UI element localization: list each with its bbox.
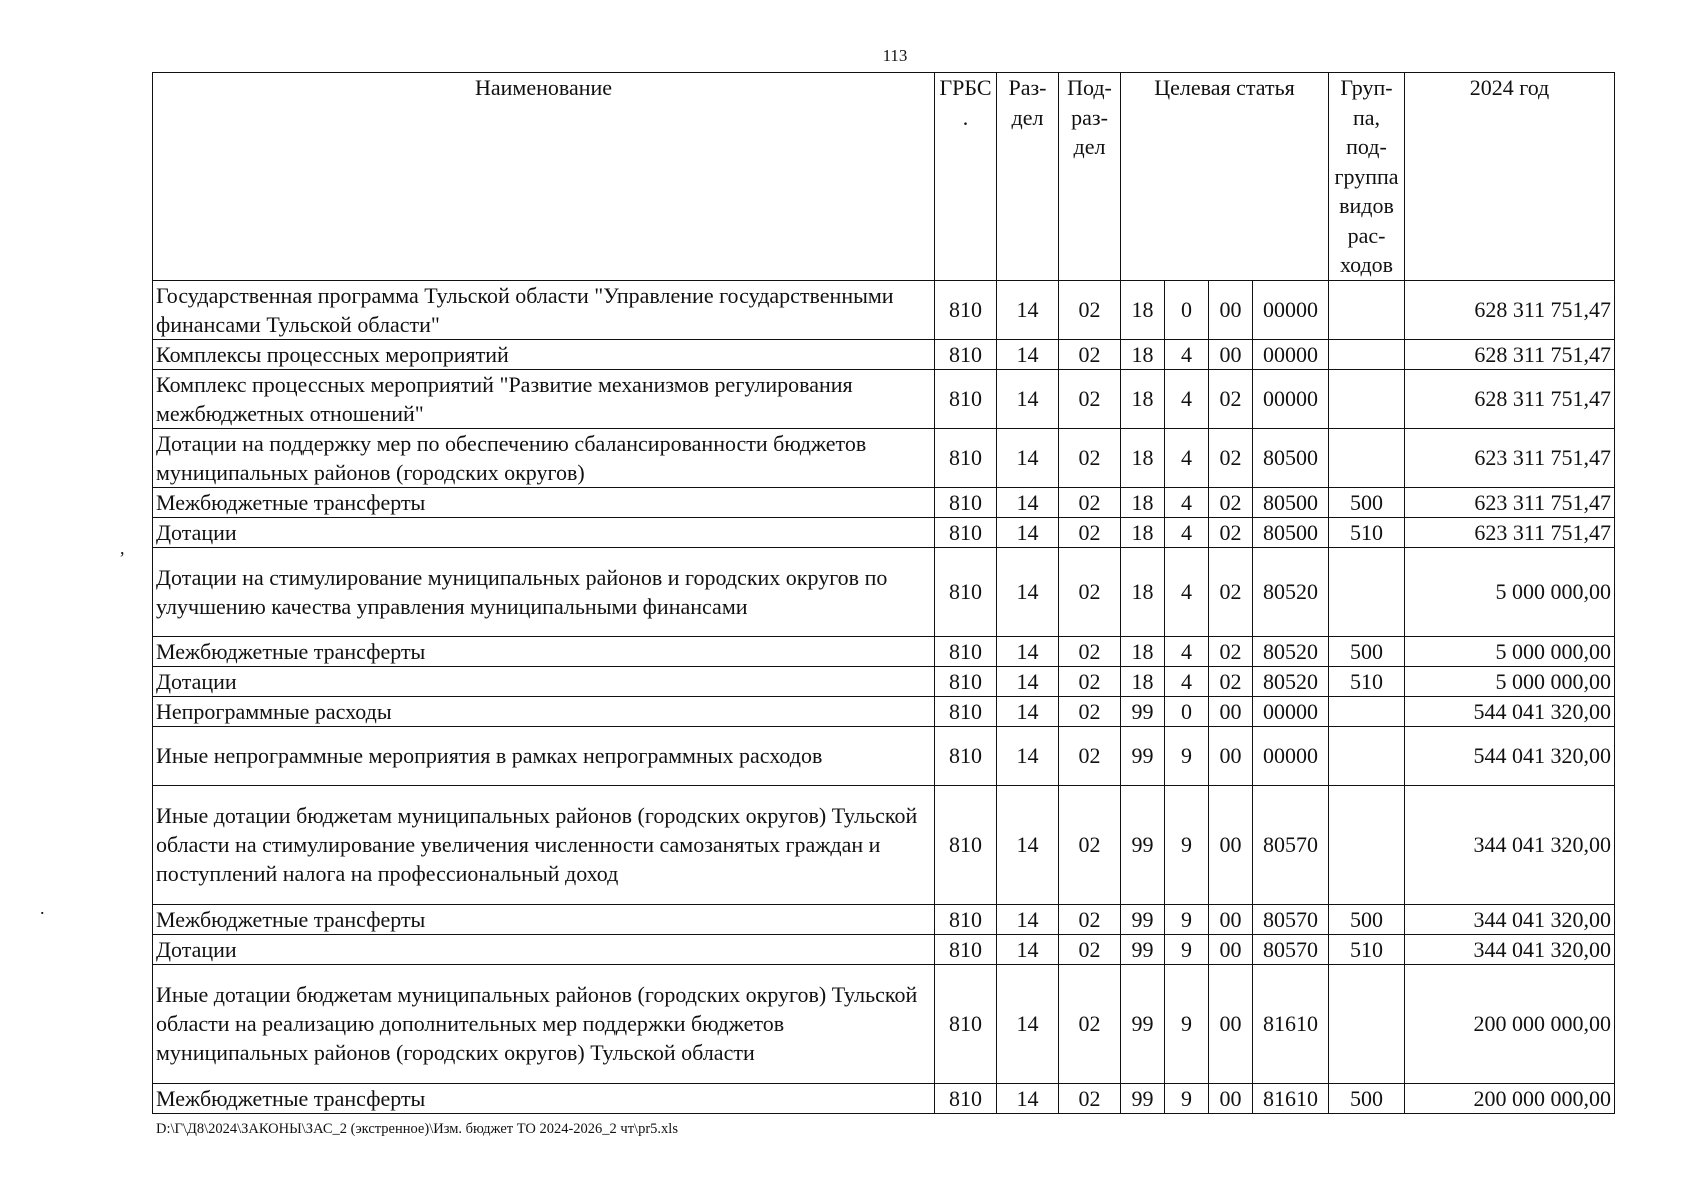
- row-target-2: 4: [1165, 369, 1209, 428]
- row-grbs: 810: [935, 666, 997, 696]
- row-target-3: 00: [1209, 785, 1253, 904]
- row-target-1: 99: [1121, 696, 1165, 726]
- scan-mark: ,: [120, 538, 125, 558]
- table-row: [153, 428, 1615, 487]
- row-name: Иные дотации бюджетам муниципальных районов (городских округов) Тульской области на стимулирование увеличения численности самозанятых граждан и поступлений налога на профессиональный доход: [153, 785, 935, 904]
- row-name: Межбюджетные трансферты: [153, 636, 935, 666]
- row-amount: 623 311 751,47: [1405, 428, 1615, 487]
- row-target-2: 9: [1165, 904, 1209, 934]
- row-target-2: 4: [1165, 636, 1209, 666]
- row-target-2: 4: [1165, 487, 1209, 517]
- row-target-3: 00: [1209, 696, 1253, 726]
- row-razdel: 14: [997, 517, 1059, 547]
- row-target-4: 80570: [1253, 785, 1329, 904]
- row-target-1: 99: [1121, 785, 1165, 904]
- row-group: [1329, 964, 1405, 1083]
- row-name: Иные непрограммные мероприятия в рамках непрограммных расходов: [153, 726, 935, 785]
- header-group: Груп- па, под- группа видов рас- ходов: [1329, 73, 1405, 281]
- row-amount: 628 311 751,47: [1405, 369, 1615, 428]
- row-target-4: 80570: [1253, 934, 1329, 964]
- row-razdel: 14: [997, 280, 1059, 339]
- row-group: [1329, 726, 1405, 785]
- row-grbs: 810: [935, 964, 997, 1083]
- row-target-1: 18: [1121, 487, 1165, 517]
- row-razdel: 14: [997, 369, 1059, 428]
- row-target-4: 80520: [1253, 666, 1329, 696]
- table-row: [153, 696, 1615, 726]
- row-podrazdel: 02: [1059, 517, 1121, 547]
- row-razdel: 14: [997, 904, 1059, 934]
- row-podrazdel: 02: [1059, 369, 1121, 428]
- row-podrazdel: 02: [1059, 1083, 1121, 1113]
- row-name: Межбюджетные трансферты: [153, 487, 935, 517]
- row-podrazdel: 02: [1059, 547, 1121, 636]
- row-target-4: 00000: [1253, 726, 1329, 785]
- row-target-1: 99: [1121, 964, 1165, 1083]
- row-target-2: 0: [1165, 696, 1209, 726]
- row-razdel: 14: [997, 636, 1059, 666]
- row-podrazdel: 02: [1059, 666, 1121, 696]
- row-name: Комплексы процессных мероприятий: [153, 339, 935, 369]
- row-target-2: 4: [1165, 428, 1209, 487]
- row-razdel: 14: [997, 666, 1059, 696]
- row-target-3: 02: [1209, 428, 1253, 487]
- row-target-2: 9: [1165, 785, 1209, 904]
- row-podrazdel: 02: [1059, 487, 1121, 517]
- row-group: [1329, 428, 1405, 487]
- table-row: [153, 487, 1615, 517]
- row-target-2: 0: [1165, 280, 1209, 339]
- row-target-1: 18: [1121, 369, 1165, 428]
- row-name: Дотации на поддержку мер по обеспечению сбалансированности бюджетов муниципальных районов (городских округов): [153, 428, 935, 487]
- row-razdel: 14: [997, 934, 1059, 964]
- header-name: Наименование: [153, 73, 935, 281]
- row-target-1: 18: [1121, 547, 1165, 636]
- row-podrazdel: 02: [1059, 428, 1121, 487]
- row-target-3: 02: [1209, 369, 1253, 428]
- row-target-4: 80500: [1253, 487, 1329, 517]
- row-target-4: 81610: [1253, 964, 1329, 1083]
- row-amount: 628 311 751,47: [1405, 280, 1615, 339]
- header-target-article: Целевая статья: [1121, 73, 1329, 281]
- row-name: Непрограммные расходы: [153, 696, 935, 726]
- row-name: Дотации: [153, 934, 935, 964]
- row-target-4: 80500: [1253, 517, 1329, 547]
- row-podrazdel: 02: [1059, 726, 1121, 785]
- row-target-1: 99: [1121, 904, 1165, 934]
- row-target-1: 18: [1121, 339, 1165, 369]
- row-target-4: 00000: [1253, 280, 1329, 339]
- row-group: 510: [1329, 666, 1405, 696]
- row-target-4: 00000: [1253, 696, 1329, 726]
- row-amount: 344 041 320,00: [1405, 785, 1615, 904]
- row-razdel: 14: [997, 696, 1059, 726]
- row-grbs: 810: [935, 696, 997, 726]
- row-group: [1329, 369, 1405, 428]
- row-podrazdel: 02: [1059, 904, 1121, 934]
- header-grbs: ГРБС .: [935, 73, 997, 281]
- table-row: [153, 339, 1615, 369]
- row-group: 500: [1329, 636, 1405, 666]
- row-amount: 344 041 320,00: [1405, 934, 1615, 964]
- budget-table: [152, 72, 1615, 1114]
- row-razdel: 14: [997, 964, 1059, 1083]
- row-target-3: 00: [1209, 964, 1253, 1083]
- table-row: [153, 517, 1615, 547]
- row-podrazdel: 02: [1059, 934, 1121, 964]
- row-target-1: 99: [1121, 934, 1165, 964]
- row-grbs: 810: [935, 1083, 997, 1113]
- row-group: 510: [1329, 517, 1405, 547]
- row-name: Дотации на стимулирование муниципальных районов и городских округов по улучшению качества управления муниципальными финансами: [153, 547, 935, 636]
- row-group: [1329, 280, 1405, 339]
- row-name: Дотации: [153, 517, 935, 547]
- row-target-2: 4: [1165, 547, 1209, 636]
- table-row: [153, 934, 1615, 964]
- row-razdel: 14: [997, 1083, 1059, 1113]
- row-name: Иные дотации бюджетам муниципальных районов (городских округов) Тульской области на реализацию дополнительных мер поддержки бюджетов муниципальных районов (городских округов) Тульской области: [153, 964, 935, 1083]
- row-amount: 544 041 320,00: [1405, 696, 1615, 726]
- table-row: [153, 369, 1615, 428]
- row-target-3: 02: [1209, 636, 1253, 666]
- row-grbs: 810: [935, 487, 997, 517]
- table-row: [153, 964, 1615, 1083]
- row-podrazdel: 02: [1059, 636, 1121, 666]
- row-grbs: 810: [935, 547, 997, 636]
- row-name: Межбюджетные трансферты: [153, 1083, 935, 1113]
- row-podrazdel: 02: [1059, 964, 1121, 1083]
- table-row: [153, 636, 1615, 666]
- table-header-row: [153, 73, 1615, 281]
- row-target-3: 02: [1209, 517, 1253, 547]
- header-razdel: Раз- дел: [997, 73, 1059, 281]
- table-row: [153, 280, 1615, 339]
- row-name: Межбюджетные трансферты: [153, 904, 935, 934]
- table-row: [153, 1083, 1615, 1113]
- row-target-4: 80520: [1253, 547, 1329, 636]
- row-podrazdel: 02: [1059, 280, 1121, 339]
- row-target-3: 00: [1209, 904, 1253, 934]
- row-target-4: 81610: [1253, 1083, 1329, 1113]
- row-grbs: 810: [935, 428, 997, 487]
- row-target-1: 99: [1121, 1083, 1165, 1113]
- row-target-2: 4: [1165, 517, 1209, 547]
- row-podrazdel: 02: [1059, 339, 1121, 369]
- row-group: 500: [1329, 904, 1405, 934]
- row-name: Государственная программа Тульской области "Управление государственными финансами Тульской области": [153, 280, 935, 339]
- row-amount: 623 311 751,47: [1405, 487, 1615, 517]
- header-podrazdel: Под- раз- дел: [1059, 73, 1121, 281]
- row-grbs: 810: [935, 904, 997, 934]
- row-grbs: 810: [935, 636, 997, 666]
- row-razdel: 14: [997, 547, 1059, 636]
- row-target-3: 00: [1209, 1083, 1253, 1113]
- row-amount: 544 041 320,00: [1405, 726, 1615, 785]
- row-grbs: 810: [935, 517, 997, 547]
- row-grbs: 810: [935, 726, 997, 785]
- footer-file-path: D:\Г\Д8\2024\ЗАКОНЫ\ЗАС_2 (экстренное)\Изм. бюджет ТО 2024-2026_2 чт\pr5.xls: [156, 1121, 678, 1137]
- row-target-3: 00: [1209, 280, 1253, 339]
- row-grbs: 810: [935, 339, 997, 369]
- row-target-1: 18: [1121, 280, 1165, 339]
- row-amount: 623 311 751,47: [1405, 517, 1615, 547]
- row-razdel: 14: [997, 487, 1059, 517]
- row-group: [1329, 696, 1405, 726]
- row-grbs: 810: [935, 934, 997, 964]
- header-grbs-mark: .: [962, 104, 969, 130]
- row-target-2: 4: [1165, 666, 1209, 696]
- table-row: [153, 547, 1615, 636]
- row-amount: 628 311 751,47: [1405, 339, 1615, 369]
- table-row: [153, 904, 1615, 934]
- row-podrazdel: 02: [1059, 696, 1121, 726]
- header-year: 2024 год: [1405, 73, 1615, 281]
- row-target-3: 00: [1209, 726, 1253, 785]
- scan-mark: .: [40, 898, 45, 918]
- row-amount: 344 041 320,00: [1405, 904, 1615, 934]
- row-target-4: 80570: [1253, 904, 1329, 934]
- row-target-2: 9: [1165, 964, 1209, 1083]
- row-target-1: 99: [1121, 726, 1165, 785]
- row-target-2: 9: [1165, 1083, 1209, 1113]
- row-amount: 200 000 000,00: [1405, 1083, 1615, 1113]
- row-grbs: 810: [935, 785, 997, 904]
- row-group: 510: [1329, 934, 1405, 964]
- row-razdel: 14: [997, 785, 1059, 904]
- row-target-1: 18: [1121, 666, 1165, 696]
- row-target-3: 02: [1209, 547, 1253, 636]
- row-amount: 200 000 000,00: [1405, 964, 1615, 1083]
- row-target-2: 9: [1165, 726, 1209, 785]
- row-name: Комплекс процессных мероприятий "Развитие механизмов регулирования межбюджетных отношений": [153, 369, 935, 428]
- row-target-1: 18: [1121, 636, 1165, 666]
- row-name: Дотации: [153, 666, 935, 696]
- table-row: [153, 785, 1615, 904]
- row-target-1: 18: [1121, 428, 1165, 487]
- row-razdel: 14: [997, 428, 1059, 487]
- row-group: 500: [1329, 1083, 1405, 1113]
- row-target-3: 00: [1209, 339, 1253, 369]
- row-amount: 5 000 000,00: [1405, 636, 1615, 666]
- row-grbs: 810: [935, 369, 997, 428]
- row-amount: 5 000 000,00: [1405, 666, 1615, 696]
- table-body: [153, 280, 1615, 1113]
- row-group: [1329, 785, 1405, 904]
- row-target-4: 80520: [1253, 636, 1329, 666]
- row-target-3: 02: [1209, 666, 1253, 696]
- row-target-4: 00000: [1253, 369, 1329, 428]
- row-target-2: 4: [1165, 339, 1209, 369]
- row-razdel: 14: [997, 726, 1059, 785]
- row-group: 500: [1329, 487, 1405, 517]
- row-razdel: 14: [997, 339, 1059, 369]
- page-number: 113: [882, 46, 908, 65]
- row-target-1: 18: [1121, 517, 1165, 547]
- row-target-4: 00000: [1253, 339, 1329, 369]
- row-grbs: 810: [935, 280, 997, 339]
- row-group: [1329, 339, 1405, 369]
- table-row: [153, 666, 1615, 696]
- row-target-3: 02: [1209, 487, 1253, 517]
- row-target-3: 00: [1209, 934, 1253, 964]
- row-amount: 5 000 000,00: [1405, 547, 1615, 636]
- row-target-2: 9: [1165, 934, 1209, 964]
- row-podrazdel: 02: [1059, 785, 1121, 904]
- table-row: [153, 726, 1615, 785]
- row-group: [1329, 547, 1405, 636]
- row-target-4: 80500: [1253, 428, 1329, 487]
